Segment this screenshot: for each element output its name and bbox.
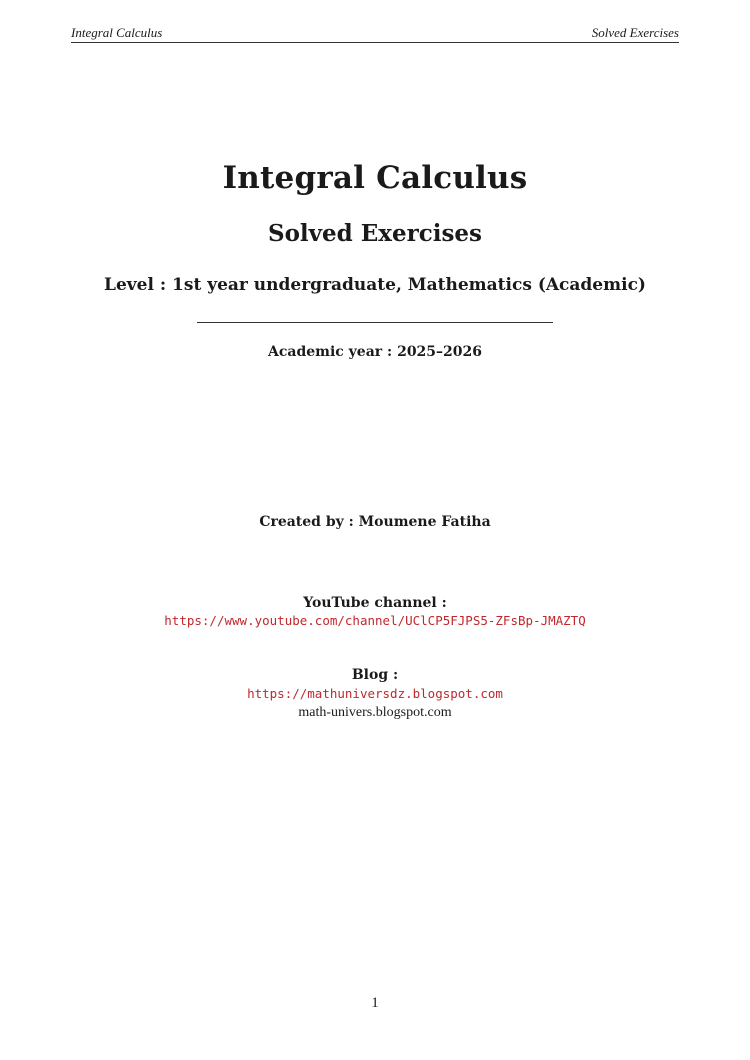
header-right-title: Solved Exercises (591, 25, 679, 40)
header-left-title: Integral Calculus (71, 25, 163, 40)
blog-link[interactable]: https://mathuniversdz.blogspot.com (247, 686, 503, 701)
divider-rule (197, 322, 553, 323)
level-line: Level : 1st year undergraduate, Mathematics (Academic) (104, 275, 646, 295)
youtube-link[interactable]: https://www.youtube.com/channel/UClCP5FJPS5-ZFsBp-JMAZTQ (164, 613, 586, 628)
blog-label: Blog : (351, 667, 399, 683)
page-number: 1 (371, 995, 379, 1011)
youtube-label: YouTube channel : (303, 595, 447, 611)
running-header (71, 24, 679, 43)
document-title: Integral Calculus (222, 160, 528, 196)
document-subtitle: Solved Exercises (267, 220, 483, 247)
blog-alt-address: math-univers.blogspot.com (298, 705, 452, 720)
author-line: Created by : Moumene Fatiha (259, 514, 491, 530)
academic-year: Academic year : 2025–2026 (267, 344, 483, 360)
youtube-link-row (0, 613, 750, 628)
blog-link-row (0, 686, 750, 701)
